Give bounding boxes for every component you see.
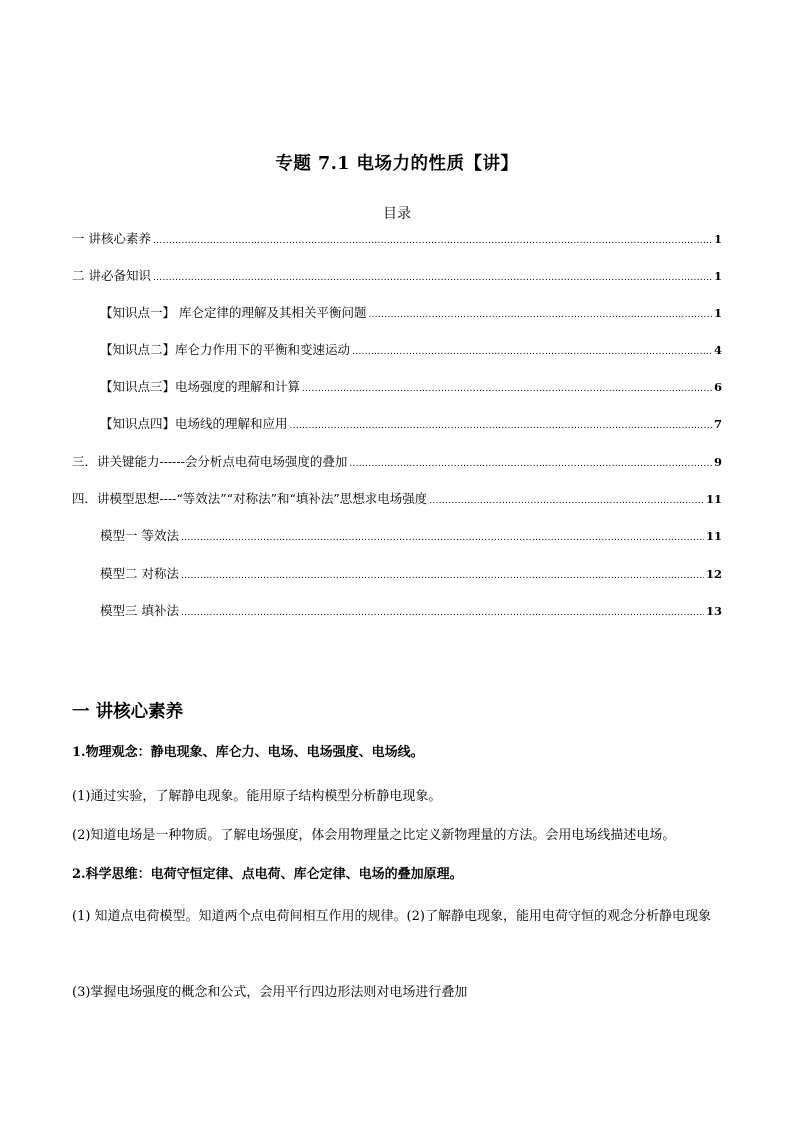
toc-entry-page: 1 [713,232,722,246]
toc-entry-page: 11 [705,529,722,543]
toc-entry-label: 【知识点一】 库仑定律的理解及其相关平衡问题 [100,305,367,320]
toc-entry-knowledge-point-3[interactable] [100,377,722,397]
toc-entry-page: 1 [713,269,722,283]
toc-leader-dots [181,608,704,618]
toc-entry-page: 13 [705,604,722,618]
toc-entry-model-3[interactable] [100,601,722,621]
scientific-thinking-paragraph: 2.科学思维：电荷守恒定律、点电荷、库仑定律、电场的叠加原理。 [72,867,463,882]
toc-entry-label: 【知识点四】电场线的理解和应用 [100,416,288,431]
toc-entry-page: 4 [713,343,722,357]
toc-leader-dots [349,459,712,469]
toc-entry-page: 11 [705,492,722,506]
toc-entry-label: 模型一 等效法 [100,528,179,543]
toc-entry-core-literacy[interactable] [72,229,722,249]
paragraph: (3)掌握电场强度的概念和公式，会用平行四边形法则对电场进行叠加 [72,985,468,1000]
toc-leader-dots [153,273,712,283]
toc-leader-dots [181,571,704,581]
paragraph: (1) 知道点电荷模型。知道两个点电荷间相互作用的规律。(2)了解静电现象，能用电荷守恒的观念分析静电现象 [72,909,711,924]
toc-entry-page: 12 [705,567,722,581]
toc-leader-dots [153,236,712,246]
toc-entry-label: 模型三 填补法 [100,603,179,618]
toc-entry-key-ability[interactable] [72,452,722,472]
toc-entry-model-thinking[interactable] [72,489,722,509]
toc-entry-label: 【知识点三】电场强度的理解和计算 [100,379,301,394]
paragraph: (2)知道电场是一种物质。了解电场强度，体会用物理量之比定义新物理量的方法。会用电场线描述电场。 [72,828,676,843]
toc-leader-dots [290,421,712,431]
toc-entry-label: 三．讲关键能力------会分析点电荷电场强度的叠加 [72,454,348,469]
toc-heading: 目录 [383,206,411,222]
toc-entry-label: 模型二 对称法 [100,566,179,581]
toc-leader-dots [352,347,712,357]
toc-entry-page: 6 [713,380,722,394]
page-title: 专题 7.1 电场力的性质【讲】 [275,154,519,174]
toc-entry-model-1[interactable] [100,526,722,546]
section-heading: 一 讲核心素养 [72,702,184,722]
toc-entry-label: 二 讲必备知识 [72,268,151,283]
toc-entry-label: 四．讲模型思想----“等效法”“对称法”和“填补法”思想求电场强度 [72,491,428,506]
paragraph: (1)通过实验，了解静电现象。能用原子结构模型分析静电现象。 [72,789,442,804]
toc-leader-dots [429,496,704,506]
toc-leader-dots [368,310,712,320]
toc-leader-dots [302,384,712,394]
toc-entry-page: 7 [713,417,722,431]
toc-leader-dots [181,533,704,543]
toc-entry-label: 一 讲核心素养 [72,231,151,246]
toc-entry-model-2[interactable] [100,564,722,584]
toc-entry-page: 9 [713,455,722,469]
toc-entry-knowledge-point-2[interactable] [100,340,722,360]
toc-entry-page: 1 [713,306,722,320]
toc-entry-essential-knowledge[interactable] [72,266,722,286]
toc-entry-knowledge-point-1[interactable] [100,303,722,323]
physics-concept-paragraph: 1.物理观念：静电现象、库仑力、电场、电场强度、电场线。 [72,745,424,760]
toc-entry-knowledge-point-4[interactable] [100,414,722,434]
toc-entry-label: 【知识点二】库仑力作用下的平衡和变速运动 [100,342,351,357]
